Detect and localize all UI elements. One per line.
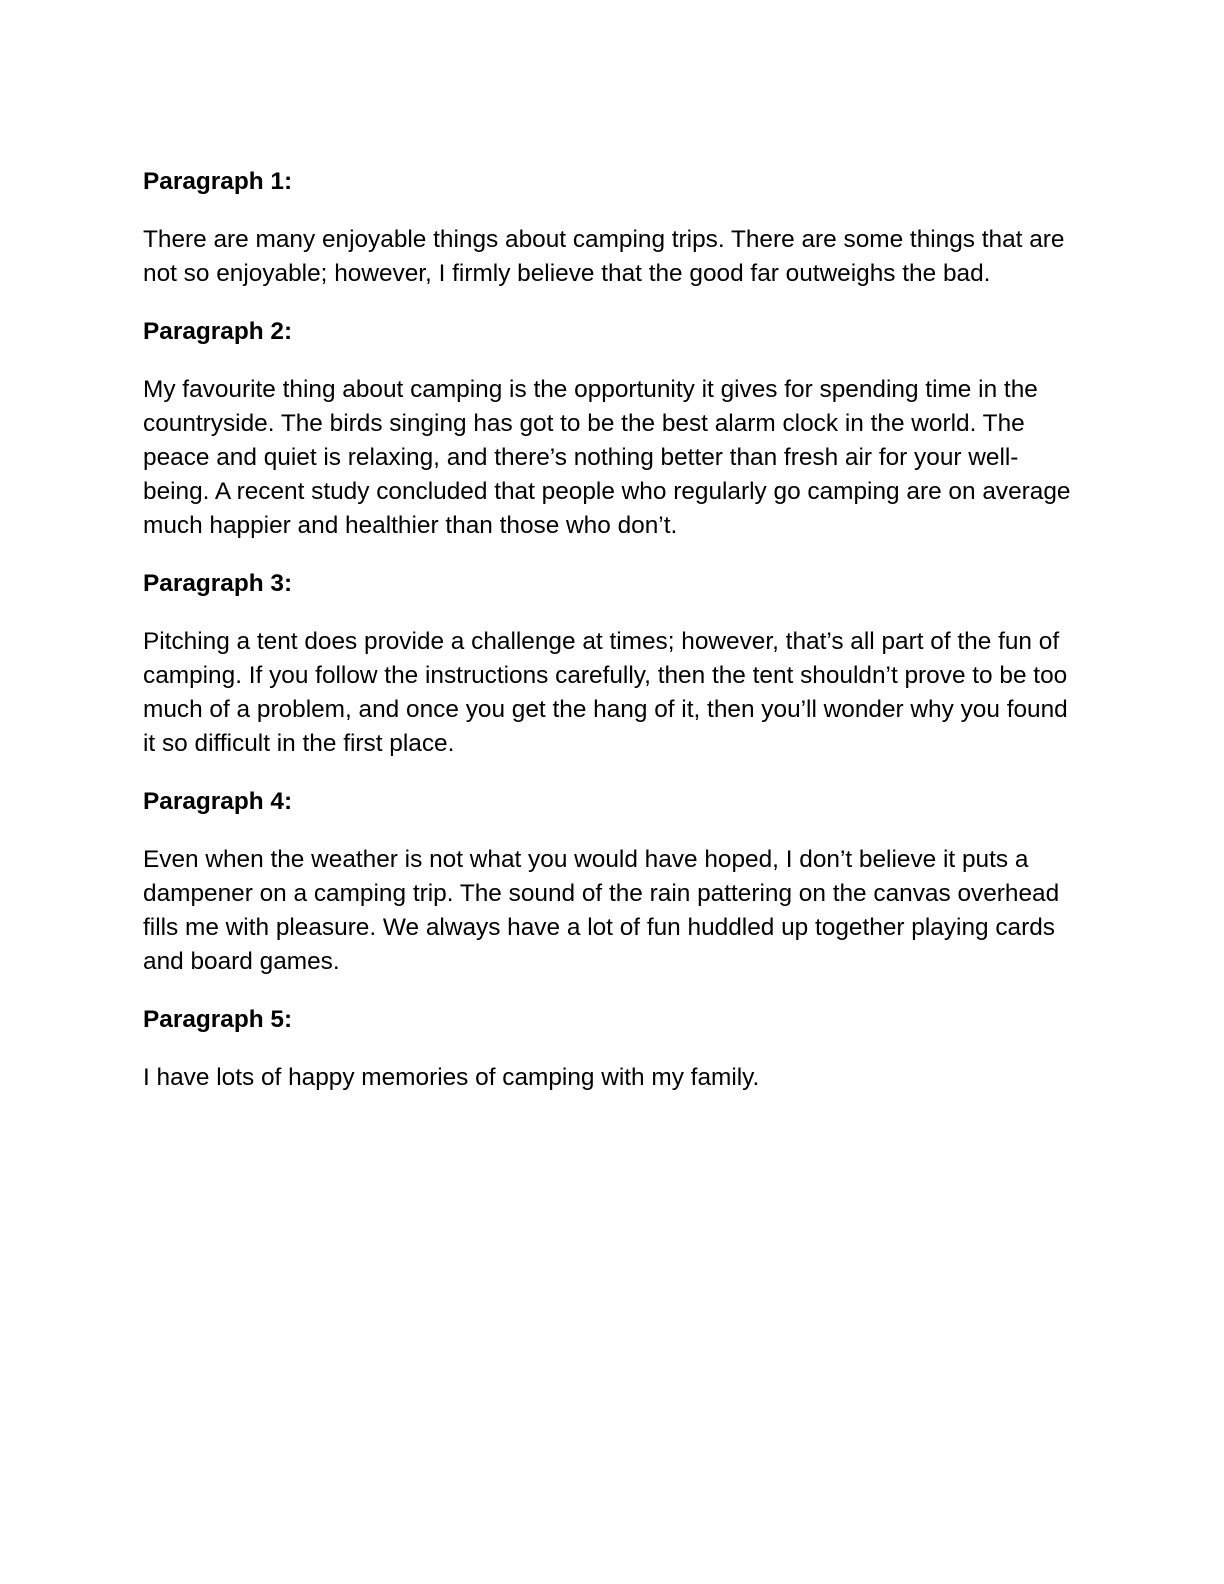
section-paragraph-5: [143, 1003, 1083, 1095]
section-paragraph-4: [143, 785, 1083, 979]
section-paragraph-2: [143, 315, 1083, 543]
section-paragraph-1: [143, 165, 1083, 291]
section-heading: Paragraph 2:: [143, 318, 293, 345]
section-body-text: Pitching a tent does provide a challenge at times; however, that’s all part of the fun of camping. If you follow the instructions carefully, then the tent shouldn’t prove to be too much of a problem, and once you get the hang of it, then you’ll wonder why you found it so difficult in the first place.: [143, 628, 1068, 757]
section-heading: Paragraph 5:: [143, 1006, 293, 1033]
section-body-text: Even when the weather is not what you would have hoped, I don’t believe it puts a dampener on a camping trip. The sound of the rain pattering on the canvas overhead fills me with pleasure. We always have a lot of fun huddled up together playing cards and board games.: [143, 846, 1060, 975]
section-heading: Paragraph 3:: [143, 570, 293, 597]
document-page: [143, 165, 1083, 1119]
section-heading: Paragraph 1:: [143, 168, 293, 195]
section-body-text: There are many enjoyable things about camping trips. There are some things that are not so enjoyable; however, I firmly believe that the good far outweighs the bad.: [143, 226, 1065, 287]
section-body-text: I have lots of happy memories of camping with my family.: [143, 1064, 760, 1091]
section-heading: Paragraph 4:: [143, 788, 293, 815]
section-paragraph-3: [143, 567, 1083, 761]
section-body-text: My favourite thing about camping is the opportunity it gives for spending time in the countryside. The birds singing has got to be the best alarm clock in the world. The peace and quiet is relaxing, and there’s nothing better than fresh air for your well-being. A recent study concluded that people who regularly go camping are on average much happier and healthier than those who don’t.: [143, 376, 1071, 539]
